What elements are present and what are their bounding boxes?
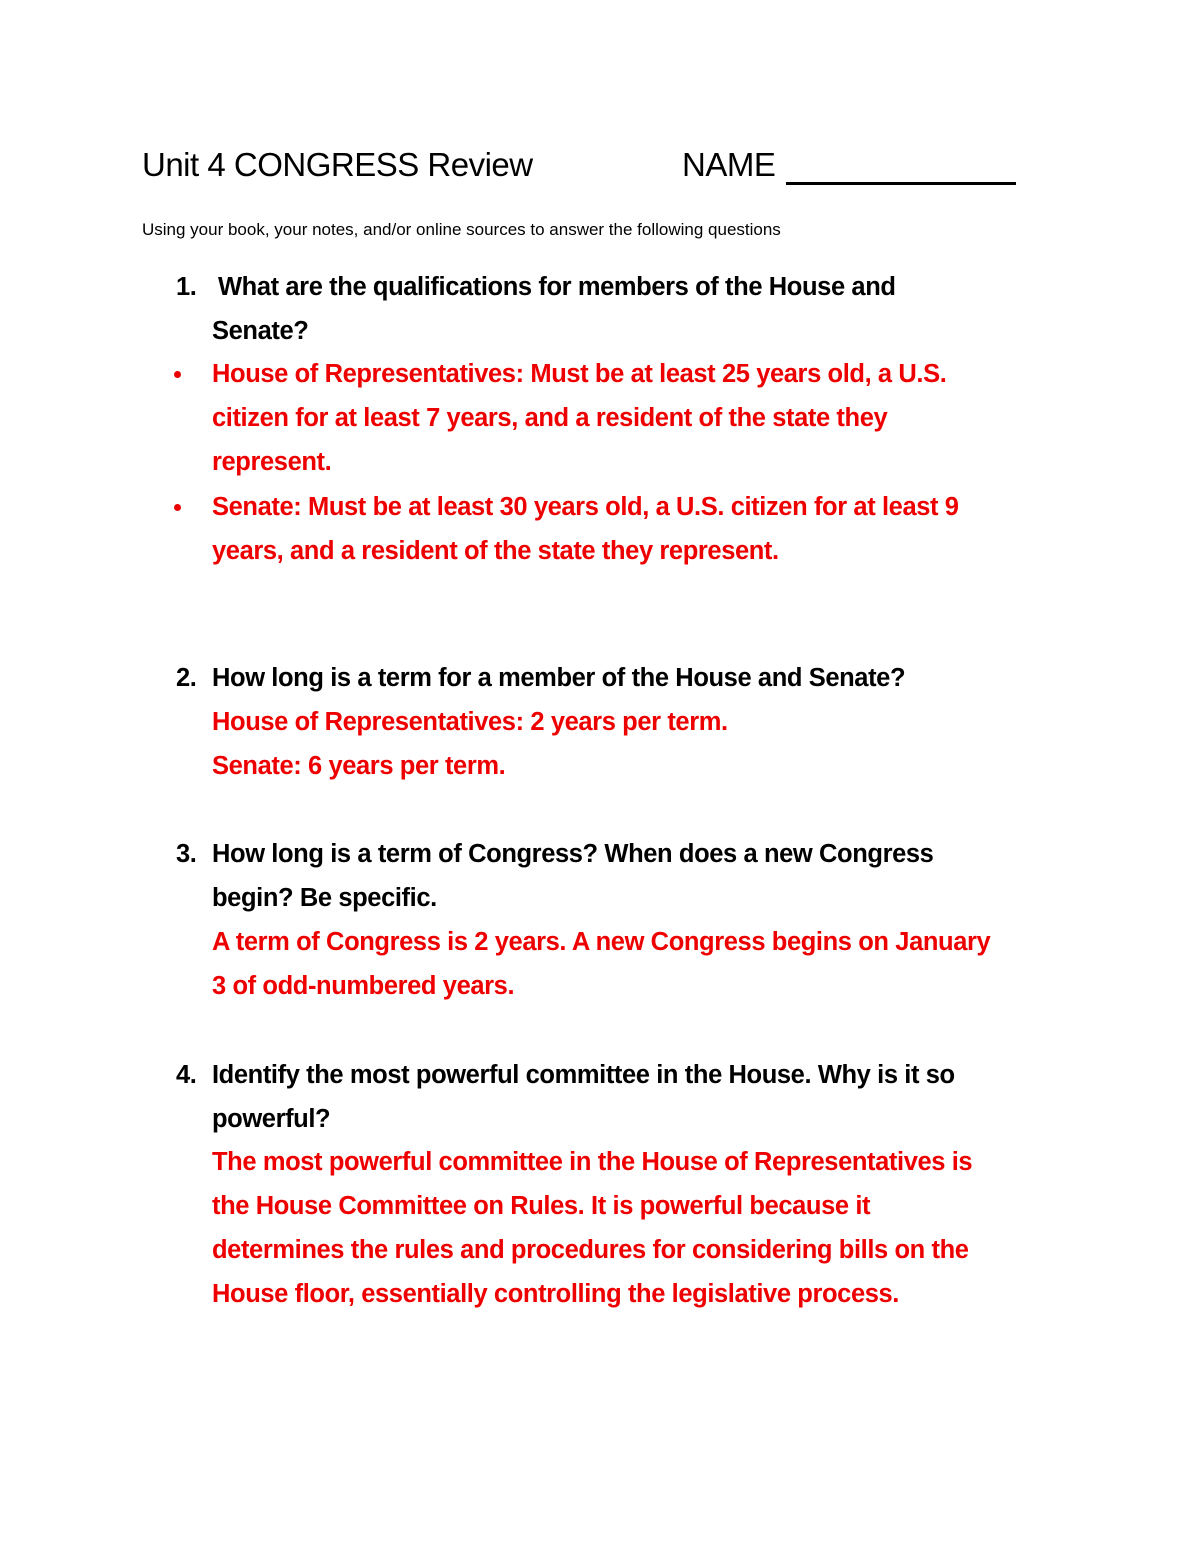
question-3 <box>176 832 1076 920</box>
answer-line: A term of Congress is 2 years. A new Congress begins on January <box>212 928 991 956</box>
answer-line: years, and a resident of the state they represent. <box>212 537 779 565</box>
answer-line: House of Representatives: Must be at least 25 years old, a U.S. <box>212 360 947 388</box>
instructions: Using your book, your notes, and/or online sources to answer the following questions <box>142 220 781 239</box>
answer-bullet-senate <box>170 485 1070 573</box>
answer-line: Senate: 6 years per term. <box>212 752 506 780</box>
answer-line: the House Committee on Rules. It is powerful because it <box>212 1192 871 1220</box>
name-label: NAME <box>682 146 776 183</box>
answer-line: The most powerful committee in the House of Representatives is <box>212 1148 973 1176</box>
answer-line: citizen for at least 7 years, and a resident of the state they <box>212 404 888 432</box>
header <box>142 146 1042 190</box>
answer-2 <box>212 700 1072 788</box>
question-number: 4. <box>176 1061 197 1089</box>
question-line: begin? Be specific. <box>212 884 437 912</box>
bullet-icon <box>174 371 181 378</box>
question-1 <box>176 265 1076 353</box>
answer-line: House floor, essentially controlling the legislative process. <box>212 1280 899 1308</box>
bullet-icon <box>174 504 181 511</box>
question-number: 3. <box>176 840 197 868</box>
question-line: How long is a term for a member of the House and Senate? <box>212 664 906 692</box>
answer-line: represent. <box>212 448 332 476</box>
answer-line: determines the rules and procedures for considering bills on the <box>212 1236 969 1264</box>
question-line: What are the qualifications for members of the House and <box>218 273 896 301</box>
question-2 <box>176 656 1076 700</box>
answer-line: 3 of odd-numbered years. <box>212 972 515 1000</box>
answer-line: Senate: Must be at least 30 years old, a U.S. citizen for at least 9 <box>212 493 959 521</box>
question-4 <box>176 1053 1076 1141</box>
question-line: Identify the most powerful committee in the House. Why is it so <box>212 1061 955 1089</box>
page-title: Unit 4 CONGRESS Review <box>142 146 533 183</box>
name-blank-line <box>786 182 1016 185</box>
question-line: powerful? <box>212 1105 331 1133</box>
answer-4 <box>212 1140 1072 1316</box>
question-line: Senate? <box>212 317 309 345</box>
answer-3 <box>212 920 1072 1008</box>
question-number: 2. <box>176 664 197 692</box>
question-number: 1. <box>176 273 197 301</box>
answer-line: House of Representatives: 2 years per term. <box>212 708 728 736</box>
question-line: How long is a term of Congress? When does a new Congress <box>212 840 934 868</box>
answer-bullet-house <box>170 352 1070 484</box>
